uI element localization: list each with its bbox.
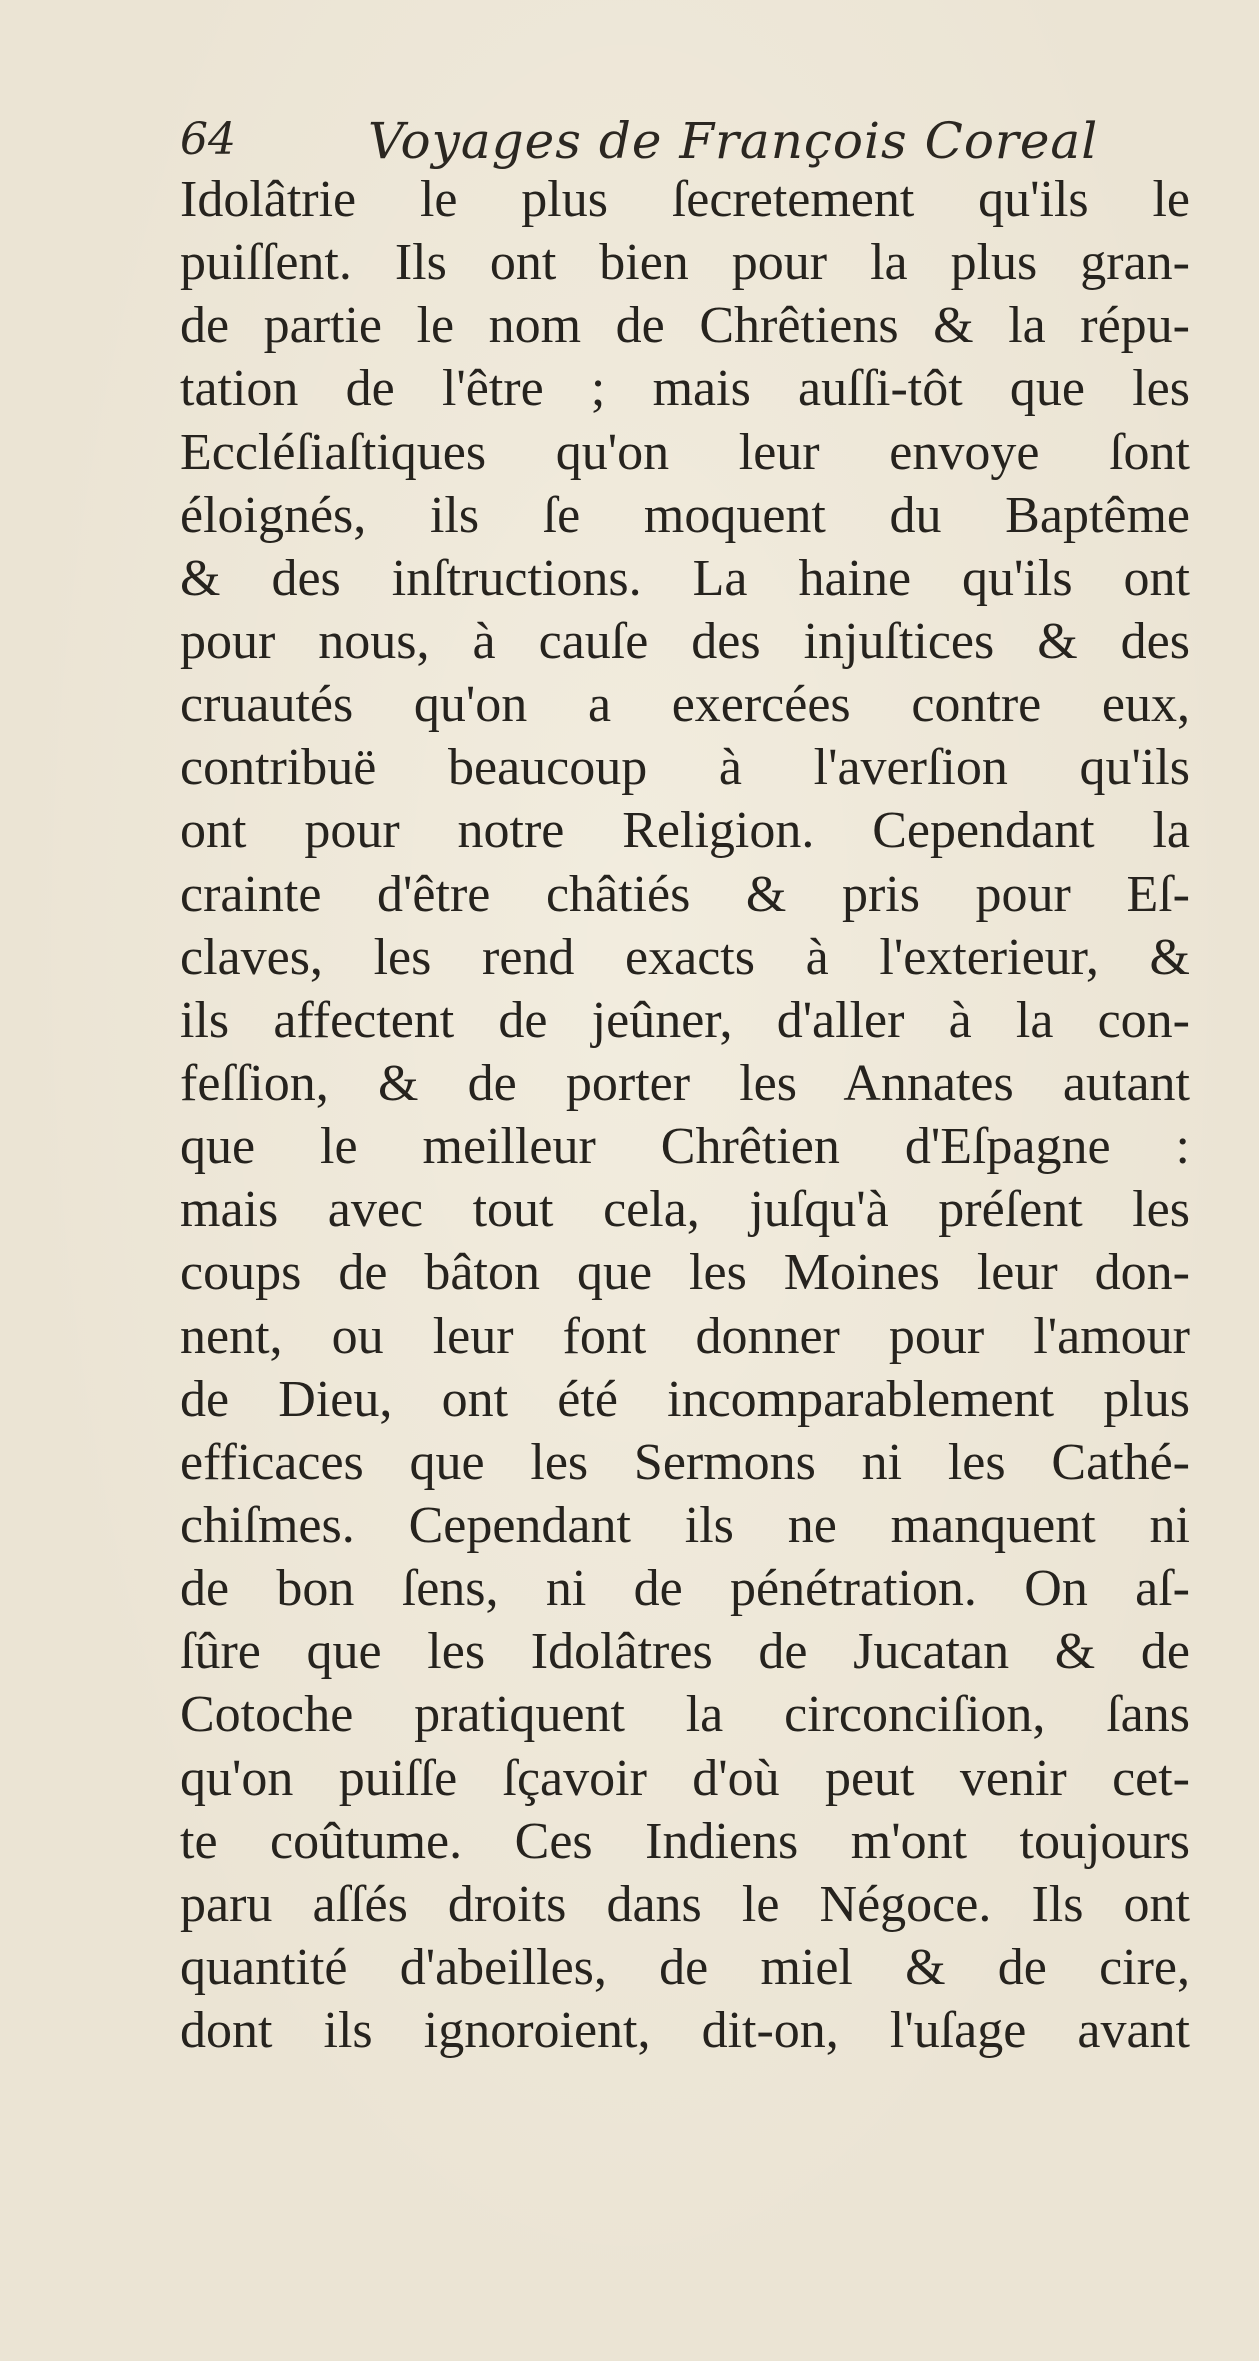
text-line: Cotoche pratiquent la circonciſion, ſans — [180, 1686, 1190, 1744]
text-line: quantité d'abeilles, de miel & de cire, — [180, 1938, 1190, 1996]
text-line: de bon ſens, ni de pénétration. On aſ- — [180, 1560, 1190, 1618]
text-line: dont ils ignoroient, dit-on, l'uſage avant — [180, 2002, 1190, 2060]
text-line: Eccléſiaſtiques qu'on leur envoye ſont — [180, 423, 1190, 481]
text-line: cruautés qu'on a exercées contre eux, — [180, 676, 1190, 734]
text-line: éloignés, ils ſe moquent du Baptême — [180, 486, 1190, 544]
text-line: ils affectent de jeûner, d'aller à la con- — [180, 991, 1190, 1049]
text-line: Idolâtrie le plus ſecretement qu'ils le — [180, 171, 1190, 228]
page-number: 64 — [180, 114, 236, 165]
text-line: de Dieu, ont été incomparablement plus — [180, 1370, 1190, 1428]
text-line: qu'on puiſſe ſçavoir d'où peut venir cet- — [180, 1749, 1190, 1807]
text-line: chiſmes. Cependant ils ne manquent ni — [180, 1496, 1190, 1554]
text-line: & des inſtructions. La haine qu'ils ont — [180, 549, 1190, 607]
text-line: paru aſſés droits dans le Négoce. Ils ont — [180, 1875, 1190, 1933]
text-line: efficaces que les Sermons ni les Cathé- — [180, 1433, 1190, 1491]
text-line: contribuë beaucoup à l'averſion qu'ils — [180, 739, 1190, 797]
text-line: tation de l'être ; mais auſſi-tôt que les — [180, 360, 1190, 418]
text-line: feſſion, & de porter les Annates autant — [180, 1054, 1190, 1112]
text-line: te coûtume. Ces Indiens m'ont toujours — [180, 1812, 1190, 1870]
text-line: claves, les rend exacts à l'exterieur, & — [180, 928, 1190, 986]
text-line: coups de bâton que les Moines leur don- — [180, 1244, 1190, 1302]
body-text — [180, 168, 1190, 2062]
text-line: que le meilleur Chrêtien d'Eſpagne : — [180, 1118, 1190, 1176]
text-line: de partie le nom de Chrêtiens & la répu- — [180, 297, 1190, 355]
text-line: crainte d'être châtiés & pris pour Eſ- — [180, 865, 1190, 923]
running-title: Voyages de François Coreal — [368, 112, 1099, 170]
text-line: nent, ou leur font donner pour l'amour — [180, 1307, 1190, 1365]
text-line: mais avec tout cela, juſqu'à préſent les — [180, 1181, 1190, 1239]
text-line: puiſſent. Ils ont bien pour la plus gran- — [180, 234, 1190, 292]
text-line: pour nous, à cauſe des injuſtices & des — [180, 612, 1190, 670]
text-line: ſûre que les Idolâtres de Jucatan & de — [180, 1623, 1190, 1681]
text-line: ont pour notre Religion. Cependant la — [180, 802, 1190, 860]
